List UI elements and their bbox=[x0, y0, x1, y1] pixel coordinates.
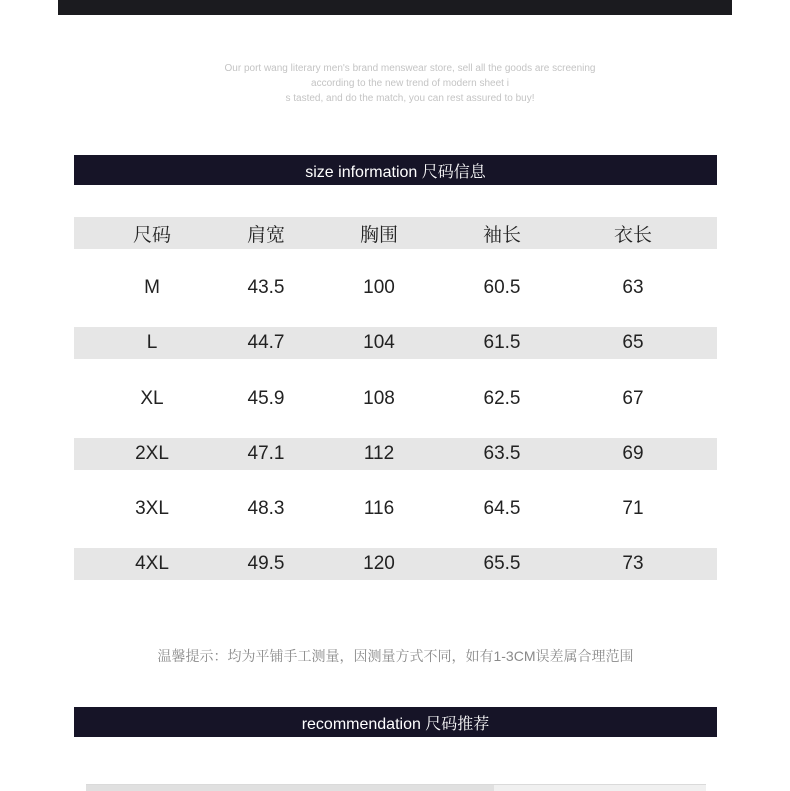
table-cell: 116 bbox=[363, 497, 395, 519]
table-row bbox=[74, 548, 717, 580]
column-header: 袖长 bbox=[482, 224, 521, 246]
table-cell: 48.3 bbox=[247, 497, 285, 519]
table-cell: 43.5 bbox=[247, 277, 285, 299]
table-cell: 4XL bbox=[135, 553, 169, 575]
table-cell: XL bbox=[140, 387, 164, 409]
table-cell: 69 bbox=[622, 442, 644, 464]
recommendation-table-header-cell bbox=[86, 785, 494, 791]
table-cell: 44.7 bbox=[247, 332, 285, 354]
table-row bbox=[74, 327, 717, 359]
table-cell: 104 bbox=[363, 332, 395, 354]
table-cell: 2XL bbox=[135, 442, 169, 464]
column-header: 胸围 bbox=[359, 224, 398, 246]
table-cell: 61.5 bbox=[483, 332, 521, 354]
table-cell: 65 bbox=[622, 332, 644, 354]
table-cell: 100 bbox=[363, 277, 395, 299]
intro-line: Our port wang literary men's brand menswear store, sell all the goods are screening bbox=[224, 63, 596, 74]
table-cell: 45.9 bbox=[247, 387, 285, 409]
measurement-note: 温馨提示：均为平铺手工测量，因测量方式不同，如有1-3CM误差属合理范围 bbox=[157, 648, 634, 664]
table-cell: 49.5 bbox=[247, 553, 285, 575]
table-cell: 62.5 bbox=[483, 387, 521, 409]
table-cell: 120 bbox=[363, 553, 395, 575]
intro-line: s tasted, and do the match, you can rest assured to buy! bbox=[285, 93, 535, 104]
recommendation-header bbox=[74, 707, 717, 737]
intro-line: according to the new trend of modern sheet i bbox=[311, 78, 509, 89]
table-cell: 63 bbox=[622, 277, 644, 299]
table-cell: M bbox=[144, 277, 160, 299]
section-title: size information 尺码信息 bbox=[305, 163, 486, 181]
table-cell: L bbox=[146, 332, 158, 354]
table-cell: 108 bbox=[363, 387, 395, 409]
table-cell: 47.1 bbox=[247, 442, 285, 464]
table-row bbox=[74, 383, 717, 415]
table-row bbox=[74, 272, 717, 304]
intro-text bbox=[150, 61, 670, 106]
table-cell: 73 bbox=[622, 553, 644, 575]
section-title: recommendation 尺码推荐 bbox=[301, 715, 490, 733]
table-cell: 112 bbox=[363, 442, 395, 464]
column-header: 尺码 bbox=[132, 224, 171, 246]
table-cell: 71 bbox=[622, 497, 644, 519]
table-header-row bbox=[74, 217, 717, 249]
table-cell: 67 bbox=[622, 387, 644, 409]
table-row bbox=[74, 493, 717, 525]
column-header: 衣长 bbox=[613, 224, 652, 246]
table-cell: 60.5 bbox=[483, 277, 521, 299]
table-cell: 65.5 bbox=[483, 553, 521, 575]
table-cell: 3XL bbox=[135, 497, 169, 519]
table-cell: 64.5 bbox=[483, 497, 521, 519]
table-cell: 63.5 bbox=[483, 442, 521, 464]
top-image-strip bbox=[58, 0, 732, 15]
table-row bbox=[74, 438, 717, 470]
size-table bbox=[74, 217, 717, 580]
column-header: 肩宽 bbox=[246, 224, 285, 246]
size-information-header bbox=[74, 155, 717, 185]
